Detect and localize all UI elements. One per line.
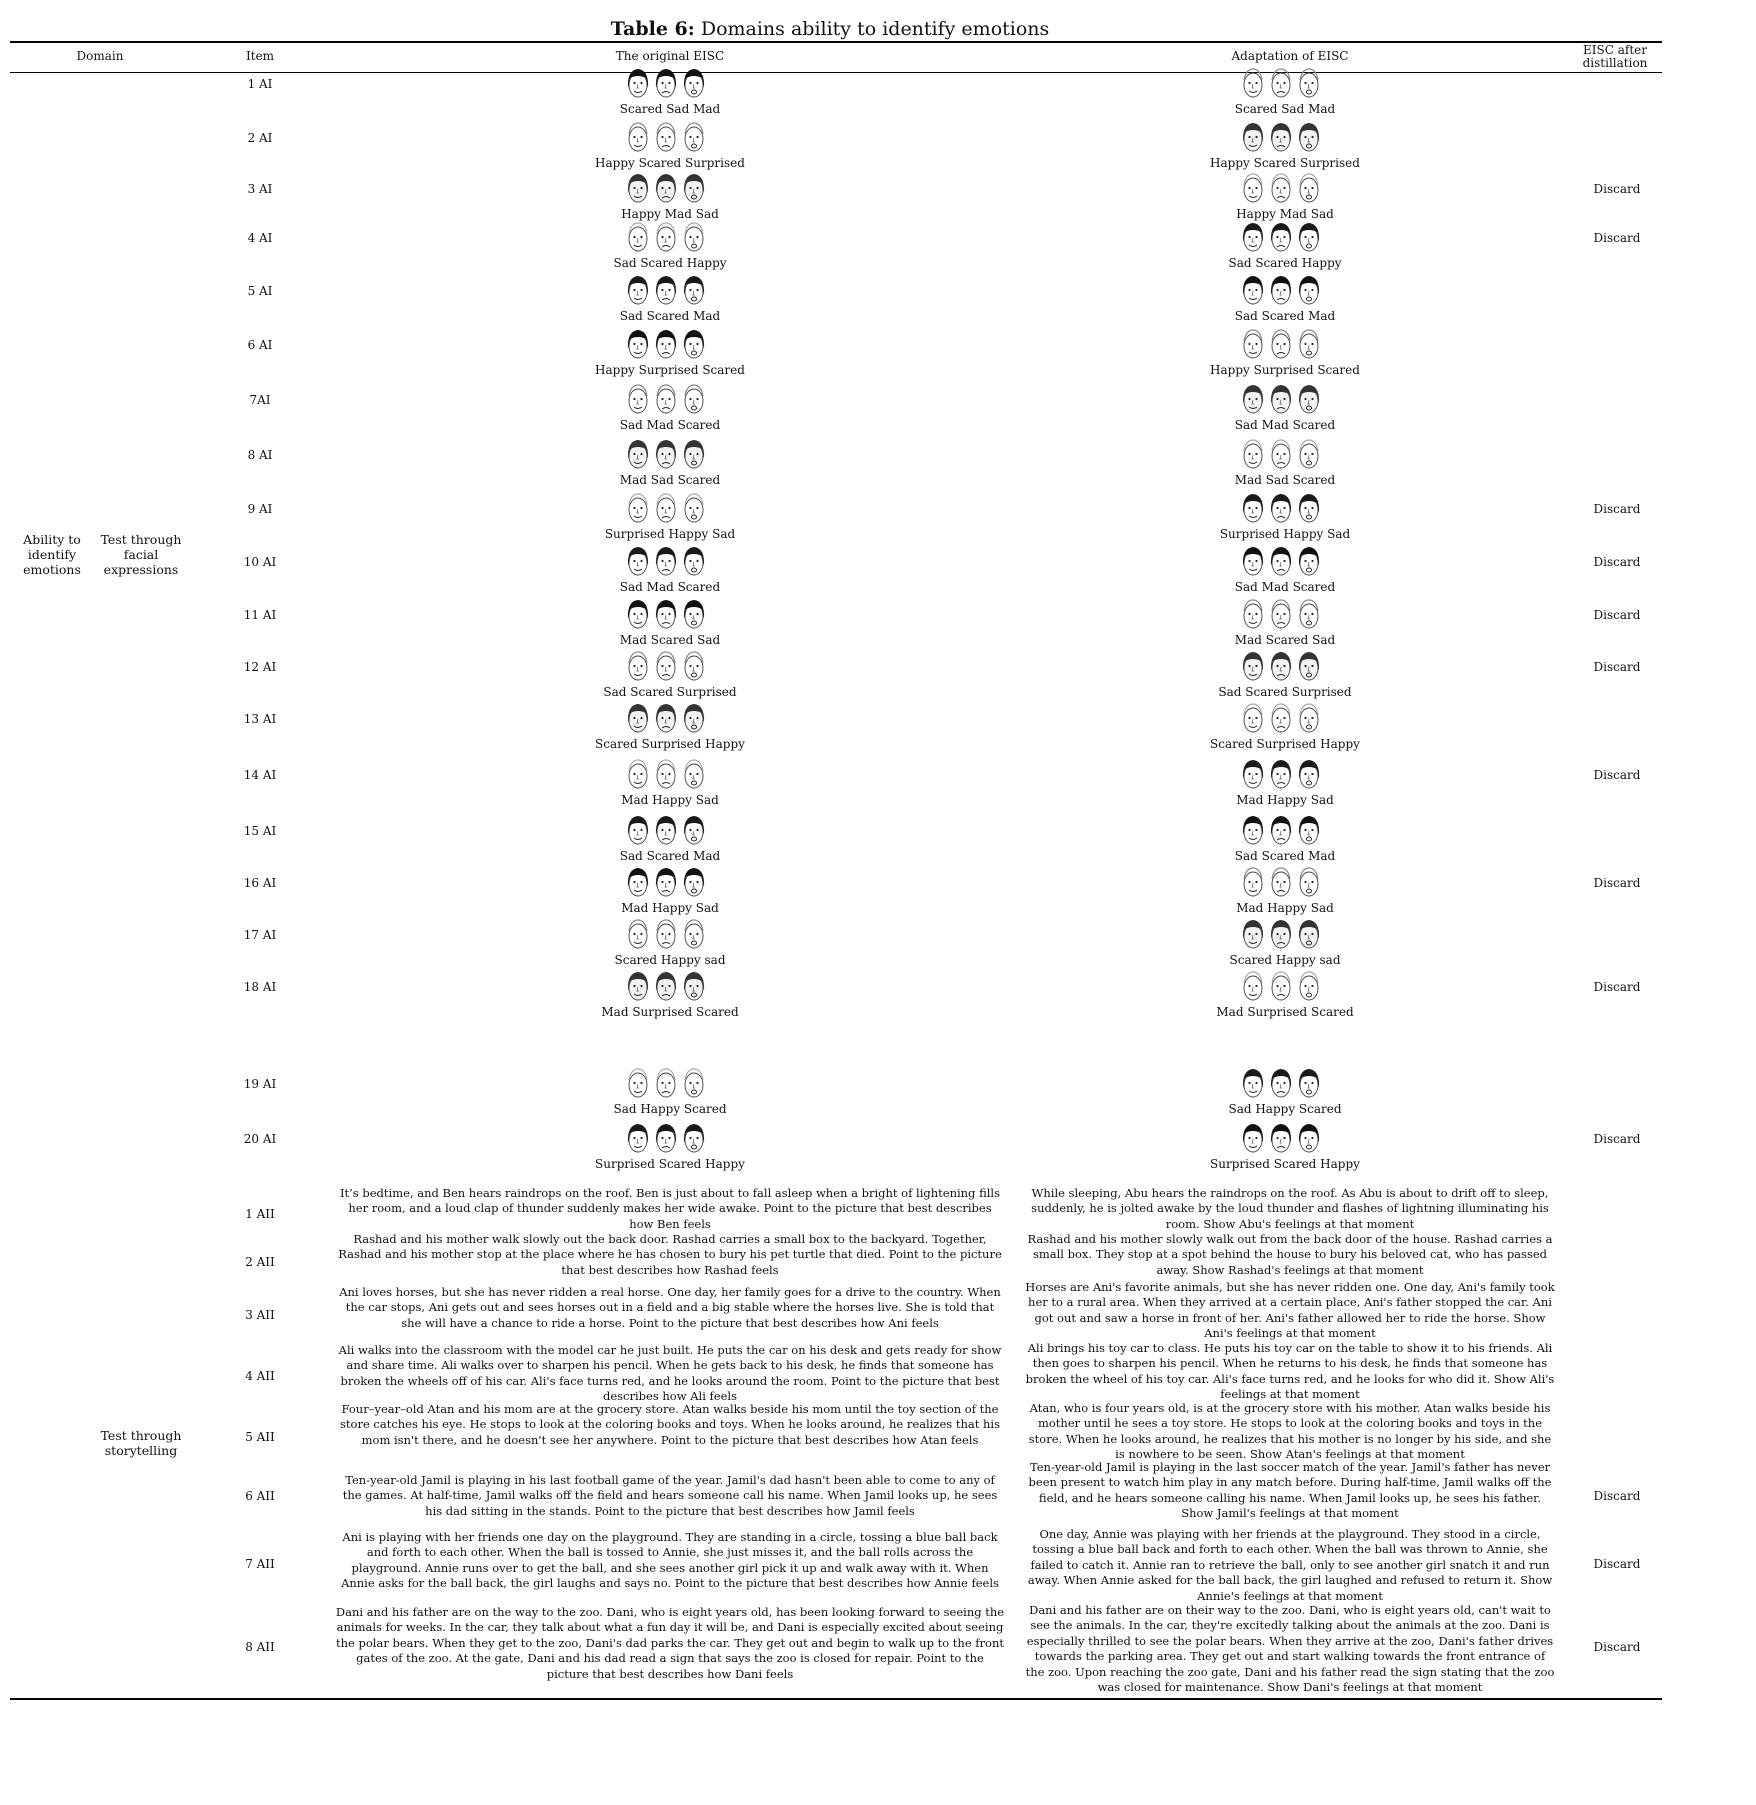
adapted-story-text: Dani and his father are on their way to the zoo. Dani, who is eight years old, can't wait to see the animals. In the car, they're excitedly talking about the animals at the zoo. Dani is especially thrilled to see the polar bears. When they arrive at the zoo, Dani's father drives towards the parking area. They get out and start walking towards the front entrance of the zoo. Upon reaching the zoo gate, Dani and his father read the sign stating that the zoo was closed for maintenance. Show Dani's feelings at that moment [1025, 1603, 1555, 1695]
adapted-emotion-labels: Mad Scared Sad [1234, 633, 1336, 647]
face-illustration [653, 220, 679, 254]
discard-label: Discard [1593, 502, 1641, 516]
face-illustration [681, 491, 707, 525]
face-illustration [1240, 491, 1266, 525]
adapted-emotion-labels: Sad Mad Scared [1234, 418, 1336, 432]
adapted-emotion-labels: Surprised Happy Sad [1219, 527, 1351, 541]
adapted-emotion-labels: Mad Happy Sad [1236, 901, 1334, 915]
adapted-face-set [1240, 171, 1322, 205]
face-illustration [625, 544, 651, 578]
original-face-set [625, 917, 707, 951]
face-illustration [625, 171, 651, 205]
item-label: 18 AI [243, 980, 277, 994]
face-illustration [653, 491, 679, 525]
adapted-emotion-labels: Scared Surprised Happy [1210, 737, 1360, 751]
face-illustration [625, 649, 651, 683]
item-label: 10 AI [243, 555, 277, 569]
face-illustration [653, 273, 679, 307]
face-illustration [1268, 917, 1294, 951]
original-face-set [625, 382, 707, 416]
face-illustration [625, 1066, 651, 1100]
top-rule [10, 41, 1662, 43]
face-illustration [653, 969, 679, 1003]
face-illustration [1240, 220, 1266, 254]
original-face-set [625, 649, 707, 683]
header-adaptation: Adaptation of EISC [1231, 49, 1349, 63]
face-illustration [1296, 544, 1322, 578]
discard-label: Discard [1593, 608, 1641, 622]
discard-label: Discard [1593, 1489, 1641, 1503]
face-illustration [625, 969, 651, 1003]
discard-label: Discard [1593, 1132, 1641, 1146]
face-illustration [625, 66, 651, 100]
discard-label: Discard [1593, 768, 1641, 782]
item-label: 6 AII [245, 1489, 275, 1503]
face-illustration [653, 917, 679, 951]
adapted-emotion-labels: Sad Happy Scared [1228, 1102, 1342, 1116]
adapted-story-text: Ali brings his toy car to class. He puts his toy car on the table to show it to his friends. Ali then goes to sharpen his pencil. When he returns to his desk, he finds that someone has broken the wheel of his toy car. Ali's face turns red, and he looks for who did it. Show Ali's feelings at that moment [1025, 1341, 1555, 1402]
original-face-set [625, 544, 707, 578]
face-illustration [653, 382, 679, 416]
table-number: Table 6: [610, 18, 695, 40]
face-illustration [1268, 1066, 1294, 1100]
face-illustration [653, 1121, 679, 1155]
face-illustration [625, 437, 651, 471]
adapted-story-text: One day, Annie was playing with her friends at the playground. They stood in a circle, tossing a blue ball back and forth to each other. When the ball was thrown to Annie, she failed to catch it. Annie ran to retrieve the ball, only to see another girl snatch it and run away. When Annie asked for the ball back, the girl laughed and refused to return it. Show Annie's feelings at that moment [1027, 1527, 1553, 1603]
adapted-face-set [1240, 1066, 1322, 1100]
face-illustration [681, 382, 707, 416]
adapted-emotion-labels: Sad Scared Surprised [1218, 685, 1352, 699]
original-emotion-labels: Mad Scared Sad [619, 633, 721, 647]
header-original: The original EISC [615, 49, 725, 63]
original-emotion-labels: Scared Sad Mad [619, 102, 721, 116]
face-illustration [1240, 969, 1266, 1003]
item-label: 3 AI [247, 182, 273, 196]
adapted-emotion-labels: Sad Scared Mad [1234, 309, 1336, 323]
face-illustration [681, 649, 707, 683]
original-face-set [625, 701, 707, 735]
face-illustration [1268, 120, 1294, 154]
face-illustration [1240, 649, 1266, 683]
header-after-distillation: EISC after distillation [1582, 43, 1648, 70]
adapted-emotion-labels: Surprised Scared Happy [1210, 1157, 1360, 1171]
item-label: 4 AII [245, 1369, 275, 1383]
adapted-emotion-labels: Mad Sad Scared [1234, 473, 1336, 487]
adapted-emotion-labels: Sad Mad Scared [1234, 580, 1336, 594]
adapted-face-set [1240, 1121, 1322, 1155]
item-label: 12 AI [243, 660, 277, 674]
face-illustration [1240, 1066, 1266, 1100]
face-illustration [625, 757, 651, 791]
adapted-story-text: Ten-year-old Jamil is playing in the last soccer match of the year. Jamil's father has never been present to watch him play in any match before. During half-time, Jamil walks off the field, and he hears someone calling his name. When Jamil looks up, he sees his father. Show Jamil's feelings at that moment [1028, 1460, 1552, 1521]
face-illustration [681, 273, 707, 307]
subdomain-story: Test through storytelling [100, 1428, 182, 1458]
item-label: 3 AII [245, 1308, 275, 1322]
item-label: 20 AI [243, 1132, 277, 1146]
face-illustration [653, 757, 679, 791]
header-rule [10, 72, 1662, 73]
face-illustration [1296, 813, 1322, 847]
item-label: 14 AI [243, 768, 277, 782]
adapted-face-set [1240, 66, 1322, 100]
original-emotion-labels: Happy Surprised Scared [595, 363, 745, 377]
header-domain: Domain [76, 49, 124, 63]
face-illustration [625, 273, 651, 307]
face-illustration [681, 917, 707, 951]
original-emotion-labels: Mad Surprised Scared [601, 1005, 739, 1019]
item-label: 6 AI [247, 338, 273, 352]
item-label: 5 AI [247, 284, 273, 298]
discard-label: Discard [1593, 555, 1641, 569]
item-label: 7AI [249, 393, 271, 407]
face-illustration [681, 66, 707, 100]
face-illustration [625, 597, 651, 631]
adapted-story-text: Atan, who is four years old, is at the grocery store with his mother. Atan walks beside his mother until he sees a toy store. He stops to look at the coloring books and toys in the store. When he looks around, he realizes that his mother is no longer by his side, and she is nowhere to be seen. Show Atan's feelings at that moment [1028, 1401, 1552, 1462]
face-illustration [1296, 701, 1322, 735]
original-emotion-labels: Mad Happy Sad [621, 793, 719, 807]
face-illustration [653, 171, 679, 205]
adapted-face-set [1240, 382, 1322, 416]
face-illustration [1240, 273, 1266, 307]
face-illustration [681, 701, 707, 735]
original-face-set [625, 491, 707, 525]
table-title [0, 18, 1660, 40]
adapted-story-text: Rashad and his mother slowly walk out from the back door of the house. Rashad carries a small box. They stop at a spot behind the house to bury his beloved cat, who has passed away. Show Rashad's feelings at that moment [1027, 1232, 1553, 1277]
adapted-face-set [1240, 437, 1322, 471]
face-illustration [1296, 865, 1322, 899]
face-illustration [1240, 865, 1266, 899]
original-emotion-labels: Mad Happy Sad [621, 901, 719, 915]
face-illustration [1296, 969, 1322, 1003]
face-illustration [653, 66, 679, 100]
domain-label: Ability to identify emotions [23, 532, 81, 577]
original-emotion-labels: Sad Mad Scared [619, 580, 721, 594]
face-illustration [653, 649, 679, 683]
original-emotion-labels: Surprised Scared Happy [595, 1157, 745, 1171]
bottom-rule [10, 1698, 1662, 1700]
face-illustration [681, 327, 707, 361]
face-illustration [681, 813, 707, 847]
face-illustration [1240, 813, 1266, 847]
item-label: 8 AI [247, 448, 273, 462]
face-illustration [1240, 120, 1266, 154]
original-story-text: Ten-year-old Jamil is playing in his last football game of the year. Jamil's dad hasn't been able to come to any of the games. At half-time, Jamil walks off the field and hears someone call his name. When Jamil looks up, he sees his dad sitting in the stands. Point to the picture that best describes how Jamil feels [342, 1473, 998, 1518]
item-label: 13 AI [243, 712, 277, 726]
table-caption: Domains ability to identify emotions [694, 18, 1050, 40]
face-illustration [1268, 437, 1294, 471]
original-face-set [625, 220, 707, 254]
adapted-face-set [1240, 491, 1322, 525]
adapted-face-set [1240, 701, 1322, 735]
face-illustration [1296, 171, 1322, 205]
face-illustration [653, 327, 679, 361]
face-illustration [1296, 66, 1322, 100]
face-illustration [625, 1121, 651, 1155]
face-illustration [1268, 327, 1294, 361]
adapted-face-set [1240, 969, 1322, 1003]
adapted-emotion-labels: Mad Surprised Scared [1216, 1005, 1354, 1019]
original-emotion-labels: Scared Surprised Happy [595, 737, 745, 751]
face-illustration [1240, 66, 1266, 100]
face-illustration [1268, 66, 1294, 100]
original-story-text: Rashad and his mother walk slowly out the back door. Rashad carries a small box to the backyard. Together, Rashad and his mother stop at the place where he has chosen to bury his pet turtle that died. Point to the picture that best describes how Rashad feels [338, 1232, 1002, 1277]
face-illustration [1268, 220, 1294, 254]
face-illustration [681, 1066, 707, 1100]
original-story-text: Dani and his father are on the way to the zoo. Dani, who is eight years old, has been looking forward to seeing the animals for weeks. In the car, they talk about what a fun day it will be, and Dani is especially excited about seeing the polar bears. When they get to the zoo, Dani's dad parks the car. They get out and begin to walk up to the front gates of the zoo. At the gate, Dani and his dad read a sign that says the zoo is closed for repair. Point to the picture that best describes how Dani feels [335, 1605, 1005, 1681]
original-emotion-labels: Happy Mad Sad [621, 207, 719, 221]
face-illustration [1268, 544, 1294, 578]
face-illustration [1268, 491, 1294, 525]
face-illustration [1268, 171, 1294, 205]
original-emotion-labels: Sad Scared Mad [619, 309, 721, 323]
face-illustration [1268, 865, 1294, 899]
original-face-set [625, 437, 707, 471]
face-illustration [1240, 171, 1266, 205]
face-illustration [1240, 1121, 1266, 1155]
adapted-emotion-labels: Scared Sad Mad [1234, 102, 1336, 116]
face-illustration [625, 701, 651, 735]
original-face-set [625, 171, 707, 205]
face-illustration [1268, 757, 1294, 791]
original-emotion-labels: Sad Scared Mad [619, 849, 721, 863]
discard-label: Discard [1593, 1640, 1641, 1654]
face-illustration [681, 171, 707, 205]
item-label: 16 AI [243, 876, 277, 890]
discard-label: Discard [1593, 876, 1641, 890]
face-illustration [681, 544, 707, 578]
face-illustration [1296, 757, 1322, 791]
face-illustration [653, 1066, 679, 1100]
original-emotion-labels: Surprised Happy Sad [604, 527, 736, 541]
face-illustration [1268, 273, 1294, 307]
face-illustration [1268, 969, 1294, 1003]
adapted-face-set [1240, 813, 1322, 847]
original-emotion-labels: Mad Sad Scared [619, 473, 721, 487]
face-illustration [1240, 701, 1266, 735]
original-story-text: Four–year–old Atan and his mom are at the grocery store. Atan walks beside his mom until the toy section of the store catches his eye. He stops to look at the coloring books and toys. When he looks around, he realizes that his mom isn't there, and he doesn't see her anywhere. Point to the picture that best describes how Atan feels [340, 1402, 1000, 1447]
face-illustration [1240, 382, 1266, 416]
face-illustration [1268, 597, 1294, 631]
item-label: 1 AII [245, 1207, 275, 1221]
header-item: Item [245, 49, 275, 63]
face-illustration [625, 491, 651, 525]
adapted-face-set [1240, 544, 1322, 578]
original-face-set [625, 1121, 707, 1155]
original-emotion-labels: Scared Happy sad [614, 953, 726, 967]
adapted-face-set [1240, 273, 1322, 307]
item-label: 5 AII [245, 1430, 275, 1444]
face-illustration [1268, 382, 1294, 416]
item-label: 19 AI [243, 1077, 277, 1091]
face-illustration [681, 757, 707, 791]
face-illustration [1296, 120, 1322, 154]
face-illustration [1296, 597, 1322, 631]
adapted-emotion-labels: Scared Happy sad [1229, 953, 1341, 967]
face-illustration [1240, 917, 1266, 951]
face-illustration [681, 120, 707, 154]
discard-label: Discard [1593, 231, 1641, 245]
item-label: 9 AI [247, 502, 273, 516]
item-label: 15 AI [243, 824, 277, 838]
face-illustration [625, 382, 651, 416]
face-illustration [1296, 382, 1322, 416]
face-illustration [653, 701, 679, 735]
original-emotion-labels: Happy Scared Surprised [595, 156, 745, 170]
item-label: 11 AI [243, 608, 277, 622]
face-illustration [681, 969, 707, 1003]
original-story-text: Ani loves horses, but she has never ridden a real horse. One day, her family goes for a drive to the country. When the car stops, Ani gets out and sees horses out in a field and a big stable where the horses live. She is told that she will have a chance to ride a horse. Point to the picture that best describes how Ani feels [339, 1285, 1001, 1330]
adapted-emotion-labels: Sad Scared Happy [1228, 256, 1342, 270]
adapted-face-set [1240, 757, 1322, 791]
item-label: 4 AI [247, 231, 273, 245]
face-illustration [1296, 917, 1322, 951]
adapted-face-set [1240, 597, 1322, 631]
adapted-face-set [1240, 649, 1322, 683]
face-illustration [1296, 649, 1322, 683]
face-illustration [653, 120, 679, 154]
discard-label: Discard [1593, 182, 1641, 196]
adapted-face-set [1240, 120, 1322, 154]
original-emotion-labels: Sad Scared Happy [613, 256, 727, 270]
original-face-set [625, 120, 707, 154]
original-face-set [625, 327, 707, 361]
item-label: 1 AI [247, 77, 273, 91]
discard-label: Discard [1593, 980, 1641, 994]
original-face-set [625, 1066, 707, 1100]
face-illustration [1296, 327, 1322, 361]
original-face-set [625, 865, 707, 899]
original-emotion-labels: Sad Mad Scared [619, 418, 721, 432]
item-label: 2 AII [245, 1255, 275, 1269]
adapted-face-set [1240, 865, 1322, 899]
face-illustration [653, 597, 679, 631]
face-illustration [681, 220, 707, 254]
adapted-emotion-labels: Happy Mad Sad [1236, 207, 1334, 221]
face-illustration [625, 327, 651, 361]
item-label: 7 AII [245, 1557, 275, 1571]
face-illustration [1268, 1121, 1294, 1155]
face-illustration [681, 597, 707, 631]
face-illustration [681, 1121, 707, 1155]
original-face-set [625, 597, 707, 631]
adapted-emotion-labels: Happy Surprised Scared [1210, 363, 1360, 377]
face-illustration [653, 437, 679, 471]
face-illustration [681, 865, 707, 899]
adapted-emotion-labels: Happy Scared Surprised [1210, 156, 1360, 170]
face-illustration [1296, 1121, 1322, 1155]
face-illustration [625, 120, 651, 154]
face-illustration [653, 813, 679, 847]
adapted-face-set [1240, 327, 1322, 361]
subdomain-facial: Test through facial expressions [100, 532, 182, 577]
face-illustration [1268, 701, 1294, 735]
face-illustration [1296, 491, 1322, 525]
original-emotion-labels: Sad Happy Scared [613, 1102, 727, 1116]
face-illustration [625, 917, 651, 951]
original-face-set [625, 757, 707, 791]
face-illustration [1296, 220, 1322, 254]
adapted-emotion-labels: Mad Happy Sad [1236, 793, 1334, 807]
face-illustration [1296, 437, 1322, 471]
face-illustration [681, 437, 707, 471]
original-story-text: It’s bedtime, and Ben hears raindrops on the roof. Ben is just about to fall asleep when a bright of lightening fills her room, and a loud clap of thunder suddenly makes her wide awake. Point to the picture that best describes how Ben feels [339, 1186, 1000, 1231]
face-illustration [1296, 1066, 1322, 1100]
original-face-set [625, 969, 707, 1003]
face-illustration [1296, 273, 1322, 307]
item-label: 17 AI [243, 928, 277, 942]
face-illustration [1240, 327, 1266, 361]
face-illustration [653, 544, 679, 578]
face-illustration [1268, 649, 1294, 683]
adapted-story-text: While sleeping, Abu hears the raindrops on the roof. As Abu is about to drift off to sleep, suddenly, he is jolted awake by the loud thunder and flashes of lightning illuminating his room. Show Abu's feelings at that moment [1031, 1186, 1549, 1231]
original-face-set [625, 813, 707, 847]
face-illustration [625, 220, 651, 254]
face-illustration [1240, 437, 1266, 471]
face-illustration [625, 865, 651, 899]
face-illustration [625, 813, 651, 847]
original-story-text: Ali walks into the classroom with the model car he just built. He puts the car on his desk and gets ready for show and share time. Ali walks over to sharpen his pencil. When he gets back to his desk, he finds that someone has broken the wheels off of his car. Ali's face turns red, and he looks around the room. Point to the picture that best describes how Ali feels [338, 1343, 1002, 1404]
discard-label: Discard [1593, 1557, 1641, 1571]
face-illustration [1240, 757, 1266, 791]
original-face-set [625, 66, 707, 100]
face-illustration [1268, 813, 1294, 847]
item-label: 8 AII [245, 1640, 275, 1654]
original-face-set [625, 273, 707, 307]
adapted-story-text: Horses are Ani's favorite animals, but she has never ridden one. One day, Ani's family took her to a rural area. When they arrived at a certain place, Ani's father stopped the car. Ani got out and saw a horse in front of her. Ani's father allowed her to ride the horse. Show Ani's feelings at that moment [1025, 1280, 1555, 1341]
face-illustration [1240, 544, 1266, 578]
face-illustration [1240, 597, 1266, 631]
face-illustration [653, 865, 679, 899]
discard-label: Discard [1593, 660, 1641, 674]
adapted-face-set [1240, 220, 1322, 254]
adapted-emotion-labels: Sad Scared Mad [1234, 849, 1336, 863]
adapted-face-set [1240, 917, 1322, 951]
item-label: 2 AI [247, 131, 273, 145]
original-story-text: Ani is playing with her friends one day on the playground. They are standing in a circle, tossing a blue ball back and forth to each other. When the ball is tossed to Annie, she just misses it, and the ball rolls across the playground. Annie runs over to get the ball, and she sees another girl pick it up and walk away with it. When Annie asks for the ball back, the girl laughs and says no. Point to the picture that best describes how Annie feels [341, 1530, 999, 1591]
original-emotion-labels: Sad Scared Surprised [603, 685, 737, 699]
